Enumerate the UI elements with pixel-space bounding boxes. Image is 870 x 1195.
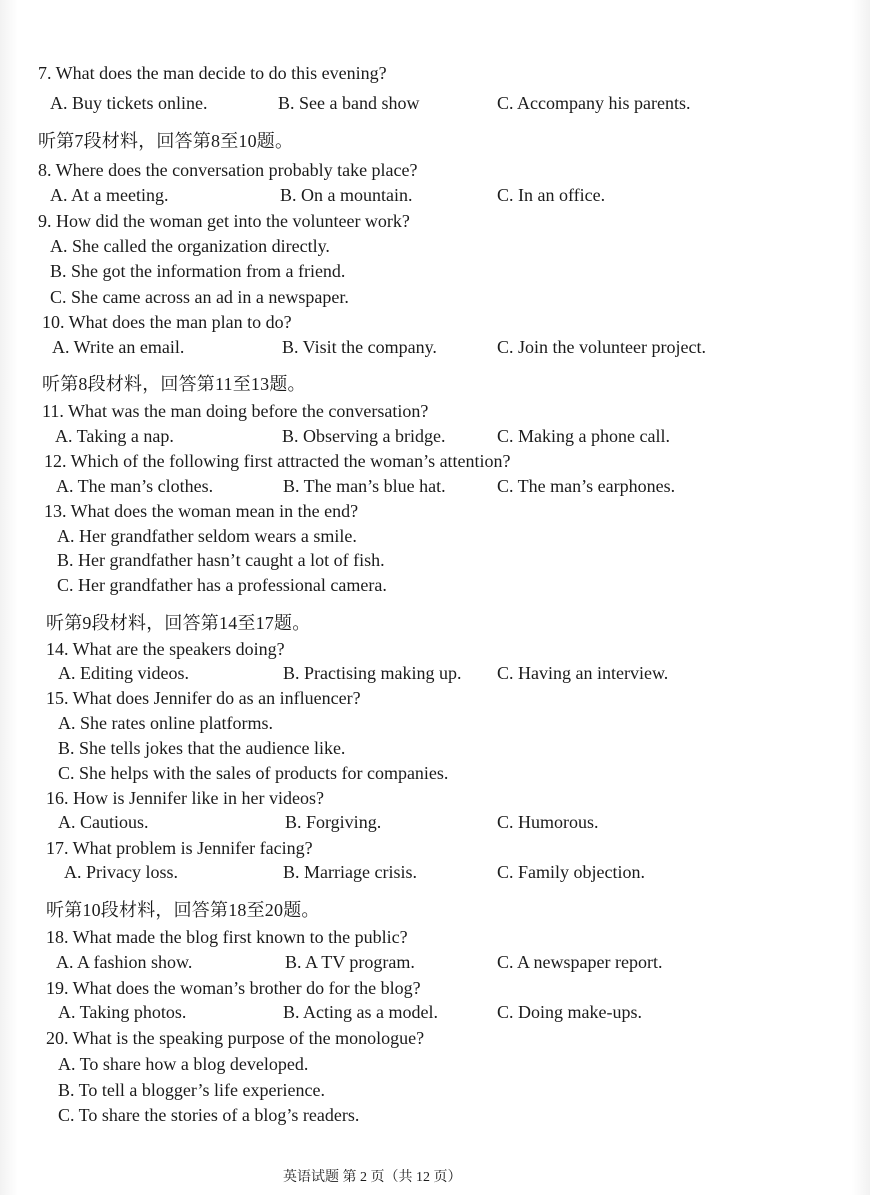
- option-15b: B. She tells jokes that the audience like.: [58, 738, 346, 758]
- option-14b: B. Practising making up.: [283, 663, 462, 683]
- question-18: 18. What made the blog first known to the public?: [46, 927, 408, 947]
- option-13c: C. Her grandfather has a professional camera.: [57, 575, 387, 595]
- option-20c: C. To share the stories of a blog’s readers.: [58, 1105, 360, 1125]
- option-20a: A. To share how a blog developed.: [58, 1054, 309, 1074]
- option-9b: B. She got the information from a friend.: [50, 261, 346, 281]
- option-9c: C. She came across an ad in a newspaper.: [50, 287, 349, 307]
- option-15a: A. She rates online platforms.: [58, 713, 273, 733]
- option-18b: B. A TV program.: [285, 952, 415, 972]
- question-7: 7. What does the man decide to do this evening?: [38, 63, 387, 83]
- option-15c: C. She helps with the sales of products for companies.: [58, 763, 449, 783]
- section-heading-9: 听第9段材料，回答第14至17题。: [46, 613, 311, 633]
- option-8b: B. On a mountain.: [280, 185, 413, 205]
- option-9a: A. She called the organization directly.: [50, 236, 330, 256]
- option-13a: A. Her grandfather seldom wears a smile.: [57, 526, 357, 546]
- question-10: 10. What does the man plan to do?: [42, 312, 292, 332]
- option-8a: A. At a meeting.: [50, 185, 169, 205]
- option-10c: C. Join the volunteer project.: [497, 337, 706, 357]
- option-10a: A. Write an email.: [52, 337, 185, 357]
- option-19b: B. Acting as a model.: [283, 1002, 438, 1022]
- option-17a: A. Privacy loss.: [64, 862, 178, 882]
- question-14: 14. What are the speakers doing?: [46, 639, 285, 659]
- option-19a: A. Taking photos.: [58, 1002, 187, 1022]
- option-7a: A. Buy tickets online.: [50, 93, 208, 113]
- option-16c: C. Humorous.: [497, 812, 599, 832]
- option-19c: C. Doing make-ups.: [497, 1002, 642, 1022]
- option-17b: B. Marriage crisis.: [283, 862, 417, 882]
- option-17c: C. Family objection.: [497, 862, 645, 882]
- question-15: 15. What does Jennifer do as an influencer?: [46, 688, 361, 708]
- question-13: 13. What does the woman mean in the end?: [44, 501, 359, 521]
- option-12a: A. The man’s clothes.: [56, 476, 214, 496]
- option-8c: C. In an office.: [497, 185, 606, 205]
- option-18a: A. A fashion show.: [56, 952, 193, 972]
- option-16a: A. Cautious.: [58, 812, 149, 832]
- option-7c: C. Accompany his parents.: [497, 93, 691, 113]
- option-10b: B. Visit the company.: [282, 337, 437, 357]
- question-20: 20. What is the speaking purpose of the monologue?: [46, 1028, 425, 1048]
- question-17: 17. What problem is Jennifer facing?: [46, 838, 313, 858]
- question-8: 8. Where does the conversation probably take place?: [38, 160, 418, 180]
- option-16b: B. Forgiving.: [285, 812, 382, 832]
- question-12: 12. Which of the following first attracted the woman’s attention?: [44, 451, 511, 471]
- question-19: 19. What does the woman’s brother do for the blog?: [46, 978, 421, 998]
- option-11c: C. Making a phone call.: [497, 426, 670, 446]
- question-9: 9. How did the woman get into the volunteer work?: [38, 211, 410, 231]
- option-11a: A. Taking a nap.: [55, 426, 174, 446]
- section-heading-10: 听第10段材料，回答第18至20题。: [46, 900, 320, 920]
- section-heading-7: 听第7段材料，回答第8至10题。: [38, 131, 294, 151]
- question-11: 11. What was the man doing before the conversation?: [42, 401, 429, 421]
- option-14c: C. Having an interview.: [497, 663, 669, 683]
- option-20b: B. To tell a blogger’s life experience.: [58, 1080, 325, 1100]
- option-13b: B. Her grandfather hasn’t caught a lot of fish.: [57, 550, 385, 570]
- page-footer: 英语试题 第 2 页（共 12 页）: [283, 1170, 462, 1185]
- option-11b: B. Observing a bridge.: [282, 426, 446, 446]
- option-12b: B. The man’s blue hat.: [283, 476, 446, 496]
- question-16: 16. How is Jennifer like in her videos?: [46, 788, 324, 808]
- section-heading-8: 听第8段材料，回答第11至13题。: [42, 374, 306, 394]
- option-18c: C. A newspaper report.: [497, 952, 663, 972]
- option-7b: B. See a band show: [278, 93, 420, 113]
- option-12c: C. The man’s earphones.: [497, 476, 676, 496]
- option-14a: A. Editing videos.: [58, 663, 189, 683]
